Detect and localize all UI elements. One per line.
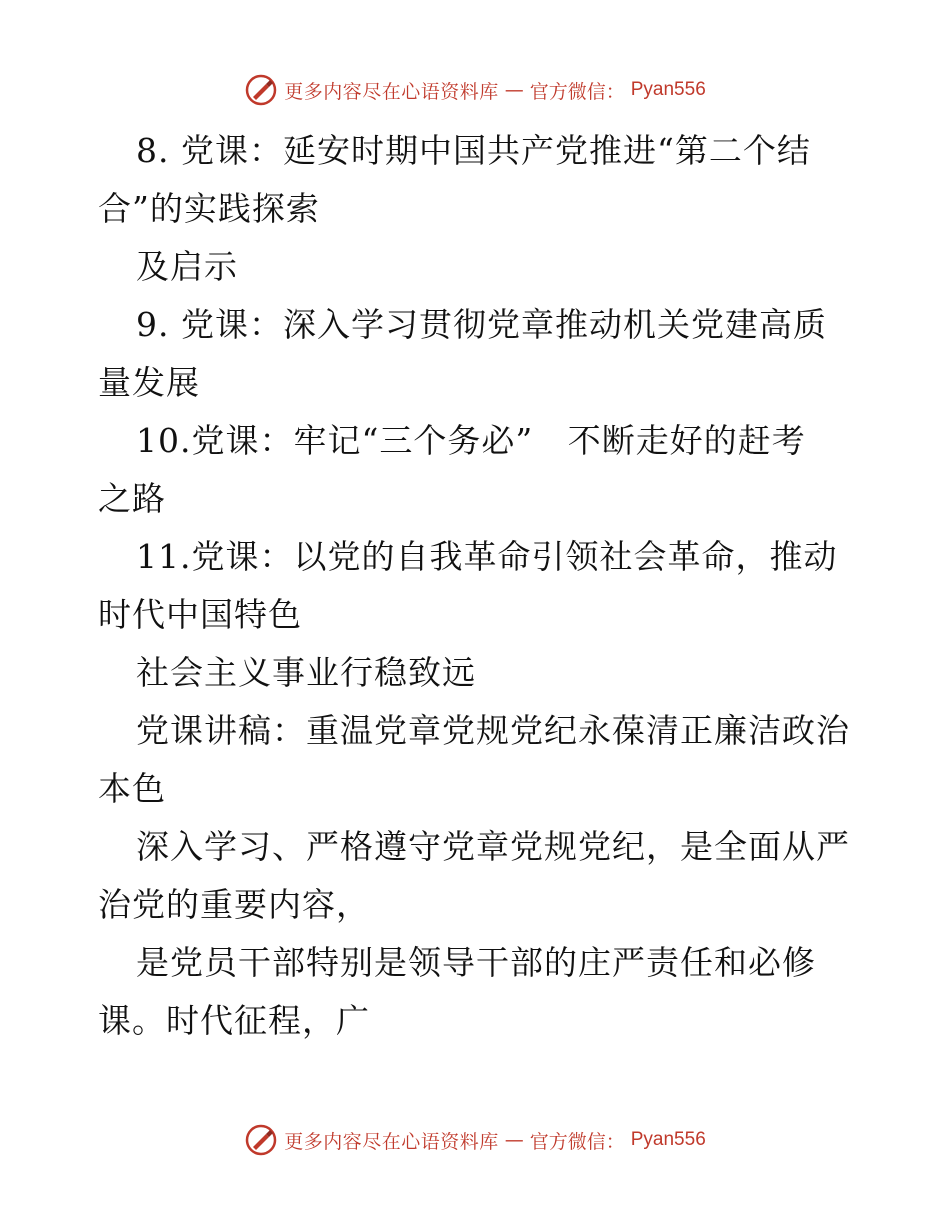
text-line: 社会主义事业行稳致远 bbox=[136, 653, 476, 692]
text-line: 本色 bbox=[98, 769, 166, 808]
watermark-main-text: 更多内容尽在心语资料库 bbox=[284, 1130, 499, 1153]
text-line: 深入学习、严格遵守党章党规党纪，是全面从严 bbox=[136, 827, 850, 866]
document-body bbox=[98, 122, 858, 1050]
watermark-id: Pyan556 bbox=[630, 79, 706, 100]
pen-logo-icon bbox=[244, 73, 278, 107]
watermark-separator: — bbox=[504, 1129, 524, 1151]
text-line: 课。时代征程，广 bbox=[98, 1001, 370, 1040]
pen-logo-icon bbox=[244, 1123, 278, 1157]
text-line: 党课讲稿：重温党章党规党纪永葆清正廉洁政治 bbox=[136, 711, 850, 750]
text-line: 量发展 bbox=[98, 363, 200, 402]
watermark-label: 官方微信： bbox=[529, 1130, 625, 1153]
watermark-separator: — bbox=[504, 79, 524, 101]
header-watermark bbox=[0, 70, 950, 110]
text-line: 合”的实践探索 bbox=[98, 189, 320, 228]
text-line: 8. 党课：延安时期中国共产党推进“第二个结 bbox=[136, 131, 811, 170]
watermark-label: 官方微信： bbox=[529, 80, 625, 103]
text-line: 10.党课：牢记“三个务必” 不断走好的赶考 bbox=[136, 421, 806, 460]
text-line: 治党的重要内容， bbox=[98, 885, 370, 924]
text-line: 9. 党课：深入学习贯彻党章推动机关党建高质 bbox=[136, 305, 827, 344]
text-line: 时代中国特色 bbox=[98, 595, 302, 634]
footer-watermark bbox=[0, 1120, 950, 1160]
text-line: 及启示 bbox=[136, 247, 238, 286]
text-line: 11.党课：以党的自我革命引领社会革命，推动 bbox=[136, 537, 838, 576]
watermark-main-text: 更多内容尽在心语资料库 bbox=[284, 80, 499, 103]
text-line: 是党员干部特别是领导干部的庄严责任和必修 bbox=[136, 943, 816, 982]
text-line: 之路 bbox=[98, 479, 166, 518]
watermark-id: Pyan556 bbox=[630, 1129, 706, 1150]
